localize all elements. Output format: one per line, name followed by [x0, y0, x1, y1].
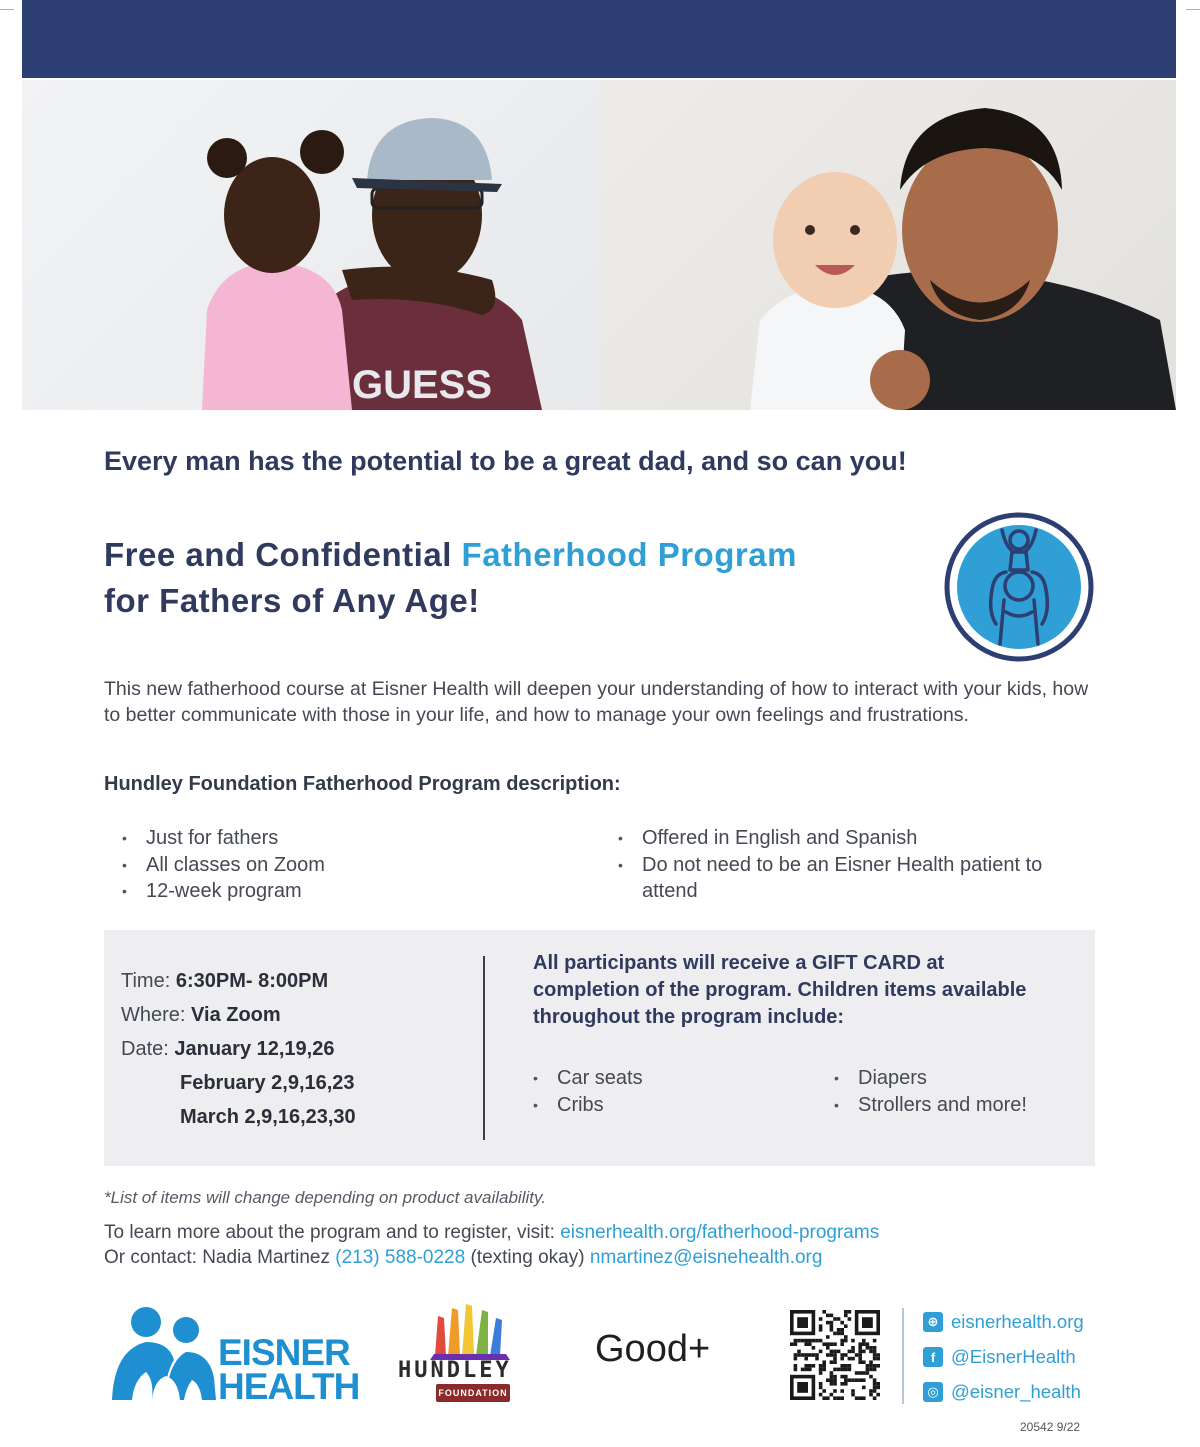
date-row [180, 1106, 356, 1129]
date-row [180, 1072, 355, 1095]
instagram-link[interactable] [923, 1381, 1081, 1403]
eisner-line2: HEALTH [218, 1366, 360, 1407]
intro-paragraph: This new fatherhood course at Eisner Health will deepen your understanding of how to interact with your kids, how to better communicate with those in your life, and how to manage your own feelings and frustrations. [104, 678, 1089, 726]
contact-mid: (texting okay) [465, 1247, 590, 1268]
gift-items-left [533, 1065, 793, 1118]
program-subheading: Hundley Foundation Fatherhood Program description: [104, 773, 621, 795]
form-code: 20542 9/22 [1020, 1420, 1081, 1434]
where-label: Where: [121, 1004, 192, 1026]
date-march: March 2,9,16,23,30 [180, 1106, 356, 1128]
qr-code[interactable] [790, 1310, 880, 1400]
website-link[interactable] [923, 1311, 1084, 1333]
register-link[interactable]: eisnerhealth.org/fatherhood-programs [560, 1222, 880, 1243]
eisner-logo-text [218, 1332, 360, 1407]
headline-accent: Fatherhood Program [461, 536, 797, 573]
date-row [121, 1038, 334, 1061]
website-text: eisnerhealth.org [951, 1311, 1084, 1332]
list-item: • Car seats [533, 1065, 793, 1092]
contact-phone-link[interactable]: (213) 588-0228 [335, 1247, 466, 1268]
program-bullets-right [618, 825, 1088, 905]
headline-part1: Free and Confidential [104, 536, 462, 573]
photo-father-daughter [22, 80, 600, 410]
photo-father-baby [600, 80, 1176, 410]
list-item: • Do not need to be an Eisner Health patient to attend [618, 852, 1088, 905]
footnote: *List of items will change depending on product availability. [104, 1188, 546, 1207]
list-item: • All classes on Zoom [122, 852, 542, 879]
hero-photos [22, 80, 1176, 410]
hundley-foundation-text: FOUNDATION [436, 1384, 510, 1402]
instagram-icon: ◎ [923, 1382, 943, 1402]
register-text: To learn more about the program and to register, visit: [104, 1222, 561, 1243]
divider [902, 1308, 904, 1404]
register-line [104, 1222, 879, 1244]
facebook-text: @EisnerHealth [951, 1346, 1076, 1367]
contact-prefix: Or contact: Nadia Martinez [104, 1247, 336, 1268]
time-row [121, 970, 328, 993]
where-row [121, 1004, 281, 1027]
globe-icon: ⊕ [923, 1312, 943, 1332]
date-label: Date: [121, 1038, 175, 1060]
list-item: • Offered in English and Spanish [618, 825, 1088, 852]
program-bullets-left [122, 825, 542, 905]
list-item: • Cribs [533, 1092, 793, 1119]
date-february: February 2,9,16,23 [180, 1072, 355, 1094]
gift-card-text: All participants will receive a GIFT CARD at completion of the program. Children items available throughout the program include: [533, 952, 1027, 1028]
header-bar [22, 0, 1176, 78]
where-value: Via Zoom [191, 1004, 281, 1026]
eisner-line1: EISNER [218, 1332, 350, 1373]
crop-mark [0, 9, 14, 10]
page-title [104, 532, 797, 624]
shirt-text: GUESS [352, 363, 493, 407]
list-item: • 12-week program [122, 878, 542, 905]
tagline: Every man has the potential to be a great dad, and so can you! [104, 446, 907, 476]
list-item: • Just for fathers [122, 825, 542, 852]
crop-mark [1186, 9, 1200, 10]
facebook-icon: f [923, 1347, 943, 1367]
hundley-logo-text: HUNDLEY [398, 1358, 512, 1383]
facebook-link[interactable] [923, 1346, 1076, 1368]
gift-items-right [834, 1065, 1084, 1118]
good-plus-logo: Good+ [595, 1328, 711, 1370]
instagram-text: @eisner_health [951, 1381, 1081, 1402]
list-item: • Strollers and more! [834, 1092, 1084, 1119]
contact-email-link[interactable]: nmartinez@eisnehealth.org [589, 1247, 823, 1268]
date-january: January 12,19,26 [174, 1038, 335, 1060]
contact-line [104, 1247, 822, 1269]
father-with-child-on-shoulders-icon [944, 512, 1094, 662]
time-label: Time: [121, 970, 176, 992]
headline-line2: for Fathers of Any Age! [104, 582, 480, 619]
list-item: • Diapers [834, 1065, 1084, 1092]
time-value: 6:30PM- 8:00PM [175, 970, 329, 992]
divider [483, 956, 485, 1140]
schedule-box [104, 930, 1095, 1166]
